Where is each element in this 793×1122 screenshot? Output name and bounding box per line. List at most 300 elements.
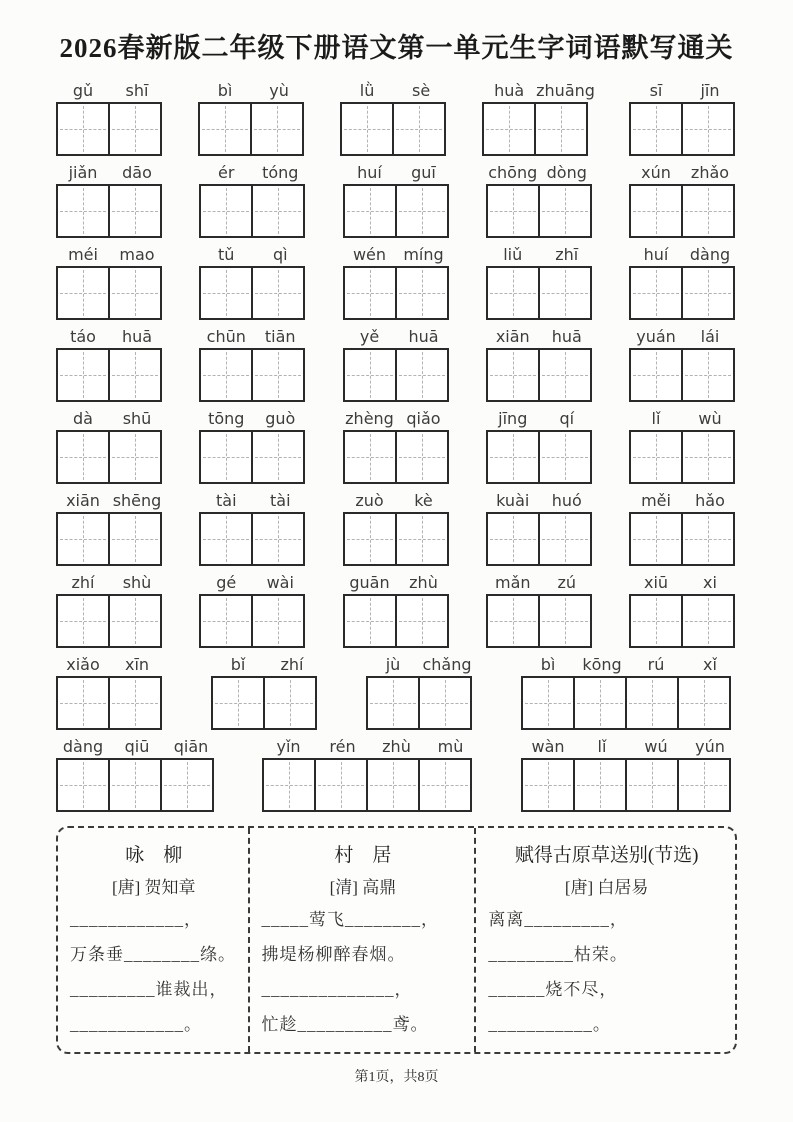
pinyin-syllable: jiǎn bbox=[68, 163, 98, 182]
tianzige-box bbox=[395, 512, 449, 566]
tianzige-box bbox=[629, 348, 683, 402]
poem-line: ____________。 bbox=[70, 1015, 202, 1034]
word-entry bbox=[340, 81, 448, 156]
pinyin-syllable: mao bbox=[119, 245, 155, 264]
word-entry bbox=[211, 655, 319, 730]
pinyin-row bbox=[629, 327, 737, 346]
pinyin-syllable: zuò bbox=[355, 491, 384, 510]
pinyin-syllable: huó bbox=[551, 491, 582, 510]
writing-boxes bbox=[629, 430, 737, 484]
writing-boxes bbox=[343, 594, 451, 648]
pinyin-syllable: lái bbox=[700, 327, 720, 346]
word-entry bbox=[262, 737, 478, 812]
tianzige-box bbox=[56, 676, 110, 730]
pinyin-syllable: xi bbox=[703, 573, 717, 592]
pinyin-syllable: huā bbox=[551, 327, 582, 346]
tianzige-box bbox=[486, 348, 540, 402]
writing-boxes bbox=[199, 512, 307, 566]
pinyin-syllable: dà bbox=[73, 409, 93, 428]
tianzige-box bbox=[108, 348, 162, 402]
tianzige-box bbox=[395, 266, 449, 320]
pinyin-syllable: chūn bbox=[206, 327, 246, 346]
pinyin-syllable: dāo bbox=[122, 163, 152, 182]
pinyin-syllable: lǐ bbox=[597, 737, 607, 756]
pinyin-row bbox=[211, 655, 319, 674]
writing-boxes bbox=[629, 594, 737, 648]
writing-boxes bbox=[56, 102, 164, 156]
tianzige-box bbox=[160, 758, 214, 812]
word-grid bbox=[56, 81, 737, 812]
pinyin-syllable: zhù bbox=[409, 573, 438, 592]
pinyin-row bbox=[629, 81, 737, 100]
word-entry bbox=[199, 573, 307, 648]
writing-boxes bbox=[629, 102, 737, 156]
pinyin-row bbox=[343, 245, 451, 264]
word-entry bbox=[343, 245, 451, 320]
pinyin-row bbox=[366, 655, 474, 674]
tianzige-box bbox=[108, 184, 162, 238]
writing-boxes bbox=[198, 102, 306, 156]
tianzige-box bbox=[677, 676, 731, 730]
tianzige-box bbox=[56, 512, 110, 566]
pinyin-syllable: kuài bbox=[496, 491, 530, 510]
pinyin-syllable: xiān bbox=[495, 327, 530, 346]
tianzige-box bbox=[418, 676, 472, 730]
word-entry bbox=[486, 163, 594, 238]
word-entry bbox=[343, 327, 451, 402]
pinyin-row bbox=[629, 245, 737, 264]
pinyin-row bbox=[486, 409, 594, 428]
writing-boxes bbox=[343, 266, 451, 320]
pinyin-syllable: huā bbox=[121, 327, 153, 346]
tianzige-box bbox=[56, 594, 110, 648]
pinyin-syllable: shī bbox=[125, 81, 149, 100]
poem-line: _____莺飞________， bbox=[261, 910, 440, 929]
pinyin-syllable: zú bbox=[557, 573, 577, 592]
pinyin-syllable: bǐ bbox=[230, 655, 246, 674]
writing-boxes bbox=[56, 676, 164, 730]
word-entry bbox=[199, 409, 307, 484]
pinyin-syllable: xiū bbox=[643, 573, 669, 592]
writing-boxes bbox=[521, 676, 737, 730]
pinyin-syllable: guān bbox=[349, 573, 390, 592]
pinyin-row bbox=[56, 573, 164, 592]
tianzige-box bbox=[629, 184, 683, 238]
pinyin-row bbox=[343, 491, 451, 510]
tianzige-box bbox=[681, 184, 735, 238]
writing-boxes bbox=[343, 184, 451, 238]
tianzige-box bbox=[538, 184, 592, 238]
tianzige-box bbox=[625, 758, 679, 812]
tianzige-box bbox=[366, 676, 420, 730]
pinyin-syllable: zhí bbox=[280, 655, 304, 674]
writing-boxes bbox=[199, 348, 307, 402]
pinyin-row bbox=[56, 327, 164, 346]
pinyin-syllable: míng bbox=[403, 245, 444, 264]
writing-boxes bbox=[482, 102, 595, 156]
pinyin-syllable: wàn bbox=[531, 737, 565, 756]
word-entry bbox=[199, 245, 307, 320]
tianzige-box bbox=[681, 430, 735, 484]
writing-boxes bbox=[486, 512, 594, 566]
tianzige-box bbox=[108, 758, 162, 812]
pinyin-row bbox=[486, 491, 594, 510]
tianzige-box bbox=[538, 594, 592, 648]
word-entry bbox=[521, 655, 737, 730]
word-entry bbox=[56, 737, 218, 812]
pinyin-syllable: guī bbox=[411, 163, 436, 182]
pinyin-syllable: lǜ bbox=[359, 81, 375, 100]
pinyin-row bbox=[262, 737, 478, 756]
pinyin-syllable: zhuāng bbox=[536, 81, 595, 100]
poem-line: 忙趁__________鸢。 bbox=[261, 1015, 429, 1034]
pinyin-syllable: xǐ bbox=[703, 655, 717, 674]
page-footer: 第1页，共8页 bbox=[354, 1070, 439, 1085]
tianzige-box bbox=[250, 102, 304, 156]
pinyin-syllable: chǎng bbox=[422, 655, 472, 674]
pinyin-syllable: sī bbox=[649, 81, 663, 100]
writing-boxes bbox=[486, 430, 594, 484]
word-entry bbox=[629, 327, 737, 402]
writing-boxes bbox=[56, 758, 218, 812]
pinyin-row bbox=[56, 409, 164, 428]
pinyin-syllable: shēng bbox=[112, 491, 162, 510]
pinyin-syllable: gé bbox=[216, 573, 237, 592]
pinyin-row bbox=[486, 573, 594, 592]
tianzige-box bbox=[343, 430, 397, 484]
tianzige-box bbox=[56, 266, 110, 320]
pinyin-syllable: jīn bbox=[700, 81, 720, 100]
pinyin-row bbox=[56, 655, 164, 674]
pinyin-syllable: rén bbox=[329, 737, 356, 756]
writing-boxes bbox=[211, 676, 319, 730]
word-entry bbox=[629, 163, 737, 238]
tianzige-box bbox=[418, 758, 472, 812]
writing-boxes bbox=[343, 430, 451, 484]
tianzige-box bbox=[343, 266, 397, 320]
writing-boxes bbox=[343, 348, 451, 402]
tianzige-box bbox=[395, 348, 449, 402]
poem-column bbox=[248, 828, 475, 1052]
pinyin-row bbox=[629, 163, 737, 182]
tianzige-box bbox=[56, 758, 110, 812]
pinyin-syllable: tài bbox=[215, 491, 237, 510]
word-entry bbox=[343, 409, 451, 484]
pinyin-row bbox=[56, 81, 164, 100]
tianzige-box bbox=[343, 348, 397, 402]
pinyin-row bbox=[199, 573, 307, 592]
writing-boxes bbox=[521, 758, 737, 812]
pinyin-syllable: huí bbox=[643, 245, 669, 264]
writing-boxes bbox=[199, 184, 307, 238]
tianzige-box bbox=[538, 430, 592, 484]
word-row bbox=[56, 737, 737, 812]
poem-line: ___________。 bbox=[488, 1015, 611, 1034]
word-entry bbox=[629, 491, 737, 566]
pinyin-syllable: jīng bbox=[498, 409, 528, 428]
tianzige-box bbox=[486, 266, 540, 320]
tianzige-box bbox=[108, 102, 162, 156]
pinyin-row bbox=[56, 163, 164, 182]
word-row bbox=[56, 163, 737, 238]
tianzige-box bbox=[625, 676, 679, 730]
pinyin-syllable: gǔ bbox=[72, 81, 94, 100]
tianzige-box bbox=[314, 758, 368, 812]
poem-title: 赋得古原草送别(节选) bbox=[514, 845, 699, 866]
word-entry bbox=[629, 573, 737, 648]
tianzige-box bbox=[395, 430, 449, 484]
word-entry bbox=[343, 163, 451, 238]
pinyin-row bbox=[343, 573, 451, 592]
writing-boxes bbox=[629, 512, 737, 566]
pinyin-row bbox=[56, 737, 218, 756]
poem-line: ____________， bbox=[70, 910, 202, 929]
pinyin-syllable: zhī bbox=[555, 245, 579, 264]
word-row bbox=[56, 409, 737, 484]
pinyin-syllable: kè bbox=[414, 491, 433, 510]
pinyin-syllable: wù bbox=[698, 409, 722, 428]
tianzige-box bbox=[681, 512, 735, 566]
pinyin-syllable: xiǎo bbox=[66, 655, 100, 674]
pinyin-syllable: yuán bbox=[636, 327, 676, 346]
tianzige-box bbox=[340, 102, 394, 156]
poem-title: 村 居 bbox=[334, 845, 392, 866]
pinyin-syllable: bì bbox=[540, 655, 556, 674]
word-entry bbox=[521, 737, 737, 812]
tianzige-box bbox=[251, 348, 305, 402]
writing-boxes bbox=[56, 348, 164, 402]
tianzige-box bbox=[108, 512, 162, 566]
pinyin-syllable: lǐ bbox=[651, 409, 661, 428]
pinyin-syllable: qì bbox=[272, 245, 288, 264]
tianzige-box bbox=[199, 430, 253, 484]
tianzige-box bbox=[486, 430, 540, 484]
tianzige-box bbox=[629, 102, 683, 156]
tianzige-box bbox=[573, 676, 627, 730]
tianzige-box bbox=[108, 676, 162, 730]
pinyin-syllable: yǐn bbox=[276, 737, 301, 756]
word-entry bbox=[56, 655, 164, 730]
pinyin-row bbox=[486, 163, 594, 182]
tianzige-box bbox=[538, 512, 592, 566]
tianzige-box bbox=[56, 184, 110, 238]
word-entry bbox=[199, 327, 307, 402]
tianzige-box bbox=[108, 430, 162, 484]
pinyin-syllable: wú bbox=[644, 737, 668, 756]
word-entry bbox=[56, 409, 164, 484]
pinyin-row bbox=[486, 327, 594, 346]
pinyin-row bbox=[482, 81, 595, 100]
word-entry bbox=[629, 81, 737, 156]
word-entry bbox=[56, 81, 164, 156]
tianzige-box bbox=[262, 758, 316, 812]
pinyin-syllable: tǔ bbox=[218, 245, 235, 264]
pinyin-syllable: zhèng bbox=[345, 409, 394, 428]
tianzige-box bbox=[343, 594, 397, 648]
pinyin-row bbox=[56, 245, 164, 264]
pinyin-syllable: mù bbox=[437, 737, 464, 756]
tianzige-box bbox=[251, 266, 305, 320]
pinyin-syllable: tiān bbox=[264, 327, 296, 346]
pinyin-syllable: tōng bbox=[208, 409, 245, 428]
poem-line: 拂堤杨柳醉春烟。 bbox=[261, 945, 406, 964]
writing-boxes bbox=[486, 594, 594, 648]
pinyin-syllable: bì bbox=[217, 81, 233, 100]
pinyin-syllable: huà bbox=[494, 81, 525, 100]
tianzige-box bbox=[198, 102, 252, 156]
tianzige-box bbox=[199, 594, 253, 648]
pinyin-syllable: xún bbox=[641, 163, 671, 182]
word-entry bbox=[629, 245, 737, 320]
word-entry bbox=[56, 573, 164, 648]
tianzige-box bbox=[56, 348, 110, 402]
pinyin-syllable: mǎn bbox=[494, 573, 531, 592]
word-entry bbox=[56, 491, 164, 566]
word-row bbox=[56, 655, 737, 730]
tianzige-box bbox=[538, 266, 592, 320]
writing-boxes bbox=[340, 102, 448, 156]
word-entry bbox=[56, 327, 164, 402]
writing-boxes bbox=[629, 348, 737, 402]
writing-boxes bbox=[343, 512, 451, 566]
word-row bbox=[56, 491, 737, 566]
tianzige-box bbox=[108, 266, 162, 320]
pinyin-syllable: xiān bbox=[66, 491, 100, 510]
writing-boxes bbox=[486, 266, 594, 320]
tianzige-box bbox=[199, 348, 253, 402]
word-entry bbox=[629, 409, 737, 484]
tianzige-box bbox=[677, 758, 731, 812]
pinyin-syllable: shù bbox=[122, 573, 152, 592]
pinyin-syllable: jù bbox=[385, 655, 401, 674]
pinyin-syllable: huā bbox=[408, 327, 439, 346]
tianzige-box bbox=[629, 594, 683, 648]
word-entry bbox=[198, 81, 306, 156]
tianzige-box bbox=[251, 594, 305, 648]
tianzige-box bbox=[681, 594, 735, 648]
word-entry bbox=[486, 409, 594, 484]
pinyin-syllable: yù bbox=[269, 81, 289, 100]
page-title: 2026春新版二年级下册语文第一单元生字词语默写通关 bbox=[59, 33, 734, 63]
pinyin-row bbox=[629, 573, 737, 592]
word-entry bbox=[486, 491, 594, 566]
pinyin-row bbox=[199, 163, 307, 182]
tianzige-box bbox=[392, 102, 446, 156]
pinyin-syllable: qiǎo bbox=[406, 409, 441, 428]
tianzige-box bbox=[534, 102, 588, 156]
pinyin-syllable: méi bbox=[68, 245, 98, 264]
tianzige-box bbox=[629, 430, 683, 484]
pinyin-row bbox=[343, 409, 451, 428]
tianzige-box bbox=[56, 102, 110, 156]
tianzige-box bbox=[681, 348, 735, 402]
pinyin-syllable: wài bbox=[266, 573, 294, 592]
pinyin-syllable: táo bbox=[70, 327, 96, 346]
word-entry bbox=[486, 573, 594, 648]
tianzige-box bbox=[251, 184, 305, 238]
tianzige-box bbox=[199, 512, 253, 566]
word-row bbox=[56, 573, 737, 648]
tianzige-box bbox=[538, 348, 592, 402]
poem-line: ______________， bbox=[261, 980, 413, 999]
writing-boxes bbox=[56, 594, 164, 648]
poem-column bbox=[474, 828, 735, 1052]
pinyin-syllable: kōng bbox=[582, 655, 622, 674]
word-entry bbox=[343, 491, 451, 566]
pinyin-row bbox=[56, 491, 164, 510]
pinyin-syllable: liǔ bbox=[503, 245, 523, 264]
word-entry bbox=[56, 245, 164, 320]
pinyin-syllable: tài bbox=[269, 491, 291, 510]
pinyin-syllable: qí bbox=[559, 409, 575, 428]
tianzige-box bbox=[482, 102, 536, 156]
poem-line: _________枯荣。 bbox=[488, 945, 628, 964]
writing-boxes bbox=[629, 266, 737, 320]
tianzige-box bbox=[199, 184, 253, 238]
tianzige-box bbox=[521, 676, 575, 730]
writing-boxes bbox=[199, 430, 307, 484]
writing-boxes bbox=[199, 594, 307, 648]
pinyin-row bbox=[198, 81, 306, 100]
pinyin-row bbox=[199, 245, 307, 264]
writing-boxes bbox=[56, 266, 164, 320]
tianzige-box bbox=[395, 184, 449, 238]
poem-title: 咏 柳 bbox=[125, 845, 183, 866]
tianzige-box bbox=[486, 512, 540, 566]
pinyin-syllable: qiān bbox=[173, 737, 209, 756]
pinyin-row bbox=[199, 409, 307, 428]
tianzige-box bbox=[521, 758, 575, 812]
pinyin-syllable: ér bbox=[218, 163, 235, 182]
writing-boxes bbox=[486, 184, 594, 238]
word-row bbox=[56, 327, 737, 402]
poem-line: ______烧不尽， bbox=[488, 980, 618, 999]
tianzige-box bbox=[629, 266, 683, 320]
pinyin-syllable: yě bbox=[359, 327, 380, 346]
pinyin-syllable: yún bbox=[695, 737, 725, 756]
pinyin-syllable: guò bbox=[265, 409, 296, 428]
pinyin-row bbox=[343, 327, 451, 346]
pinyin-syllable: xīn bbox=[124, 655, 150, 674]
pinyin-syllable: dòng bbox=[546, 163, 587, 182]
pinyin-syllable: dàng bbox=[689, 245, 731, 264]
poem-author: [唐] 白居易 bbox=[564, 878, 649, 897]
tianzige-box bbox=[251, 430, 305, 484]
word-entry bbox=[482, 81, 595, 156]
writing-boxes bbox=[486, 348, 594, 402]
tianzige-box bbox=[199, 266, 253, 320]
tianzige-box bbox=[395, 594, 449, 648]
pinyin-row bbox=[340, 81, 448, 100]
pinyin-row bbox=[343, 163, 451, 182]
pinyin-syllable: zhǎo bbox=[690, 163, 730, 182]
pinyin-syllable: dàng bbox=[62, 737, 104, 756]
poem-line: _________谁裁出， bbox=[70, 980, 228, 999]
pinyin-row bbox=[629, 409, 737, 428]
poem-author: [唐] 贺知章 bbox=[111, 878, 196, 897]
writing-boxes bbox=[56, 430, 164, 484]
word-row bbox=[56, 245, 737, 320]
tianzige-box bbox=[263, 676, 317, 730]
pinyin-syllable: zhí bbox=[71, 573, 95, 592]
pinyin-syllable: zhù bbox=[382, 737, 411, 756]
tianzige-box bbox=[211, 676, 265, 730]
writing-boxes bbox=[366, 676, 474, 730]
pinyin-row bbox=[199, 491, 307, 510]
writing-boxes bbox=[56, 512, 164, 566]
pinyin-syllable: rú bbox=[647, 655, 665, 674]
word-entry bbox=[56, 163, 164, 238]
